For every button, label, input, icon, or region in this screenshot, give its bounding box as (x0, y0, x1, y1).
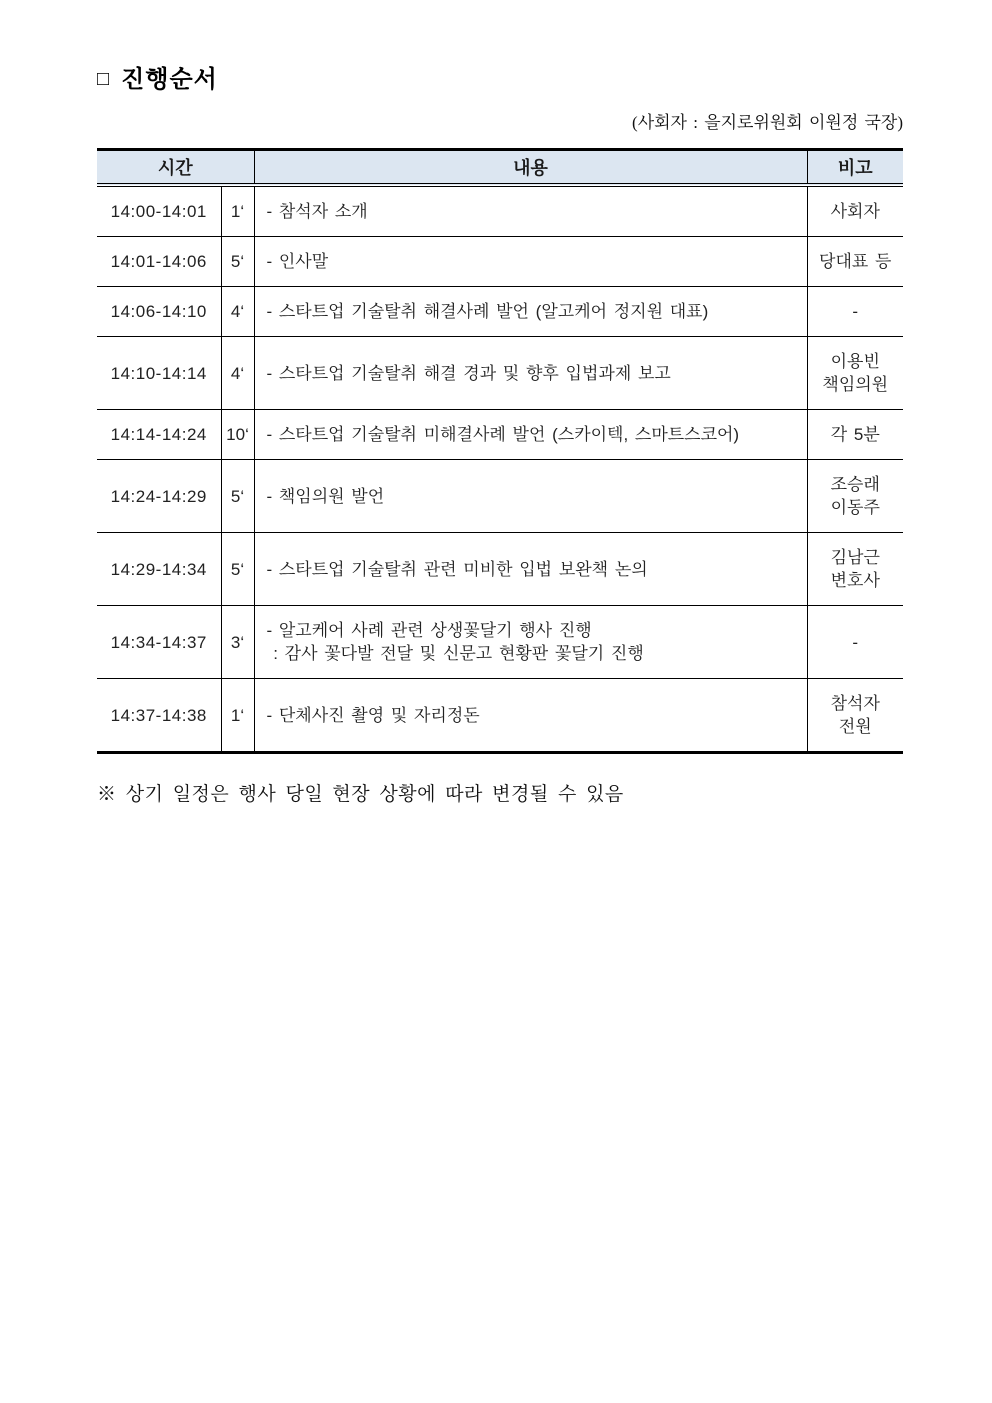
table-row (97, 533, 903, 606)
content-cell (254, 237, 807, 287)
remark-cell (807, 679, 903, 753)
schedule-table (97, 148, 903, 754)
remark-cell (807, 337, 903, 410)
content-line: - 책임의원 발언 (266, 486, 385, 506)
column-header-time: 시간 (97, 150, 254, 186)
remark-line: 사회자 (830, 202, 880, 221)
content-line: - 스타트업 기술탈취 해결사례 발언 (알고케어 정지원 대표) (266, 302, 709, 321)
page-title (97, 66, 903, 94)
content-line: - 참석자 소개 (266, 202, 368, 221)
table-row (97, 237, 903, 287)
table-row (97, 185, 903, 237)
header-row (97, 150, 903, 186)
schedule-table-header (97, 150, 903, 186)
content-cell (254, 679, 807, 753)
duration-cell: 5‘ (221, 237, 254, 287)
remark-line: 김남근 (830, 548, 880, 567)
square-bullet-icon: □ (97, 68, 110, 90)
content-cell (254, 287, 807, 337)
time-cell: 14:14-14:24 (97, 410, 221, 460)
remark-cell (807, 287, 903, 337)
table-row (97, 287, 903, 337)
content-cell (254, 460, 807, 533)
remark-line: 당대표 등 (819, 252, 892, 271)
content-line: : 감사 꽃다발 전달 및 신문고 현황판 꽃달기 진행 (266, 644, 644, 663)
remark-cell (807, 460, 903, 533)
page-title-text: 진행순서 (121, 66, 218, 93)
duration-cell: 4‘ (221, 337, 254, 410)
time-cell: 14:29-14:34 (97, 533, 221, 606)
time-cell: 14:10-14:14 (97, 337, 221, 410)
remark-cell (807, 410, 903, 460)
remark-line: 전원 (838, 717, 872, 736)
remark-line: 변호사 (830, 571, 880, 590)
remark-cell (807, 606, 903, 679)
content-cell (254, 410, 807, 460)
duration-cell: 1‘ (221, 185, 254, 237)
column-header-remark: 비고 (807, 150, 903, 186)
remark-line: 이동주 (830, 498, 880, 517)
content-cell (254, 533, 807, 606)
moderator-note: (사회자 : 을지로위원회 이원정 국장) (632, 113, 903, 132)
time-cell: 14:01-14:06 (97, 237, 221, 287)
duration-cell: 5‘ (221, 533, 254, 606)
remark-line: 조승래 (830, 475, 880, 494)
content-line: - 스타트업 기술탈취 해결 경과 및 향후 입법과제 보고 (266, 363, 671, 383)
remark-line: - (852, 632, 859, 652)
remark-cell (807, 185, 903, 237)
time-cell: 14:34-14:37 (97, 606, 221, 679)
remark-line: - (852, 302, 859, 321)
table-row (97, 460, 903, 533)
content-line: - 알고케어 사례 관련 상생꽃달기 행사 진행 (266, 621, 592, 640)
duration-cell: 5‘ (221, 460, 254, 533)
remark-line: 책임의원 (822, 375, 889, 394)
remark-line: 이용빈 (830, 352, 880, 371)
content-cell (254, 185, 807, 237)
table-row (97, 606, 903, 679)
duration-cell: 1‘ (221, 679, 254, 753)
duration-cell: 3‘ (221, 606, 254, 679)
remark-cell (807, 237, 903, 287)
remark-cell (807, 533, 903, 606)
duration-cell: 4‘ (221, 287, 254, 337)
schedule-change-footnote: ※ 상기 일정은 행사 당일 현장 상황에 따라 변경될 수 있음 (97, 784, 624, 805)
remark-line: 참석자 (830, 694, 880, 713)
content-cell (254, 337, 807, 410)
schedule-table-body (97, 185, 903, 753)
table-row (97, 679, 903, 753)
time-cell: 14:06-14:10 (97, 287, 221, 337)
duration-cell: 10‘ (221, 410, 254, 460)
content-line: - 단체사진 촬영 및 자리정돈 (266, 705, 480, 725)
content-line: - 스타트업 기술탈취 관련 미비한 입법 보완책 논의 (266, 559, 648, 579)
time-cell: 14:00-14:01 (97, 185, 221, 237)
table-row (97, 337, 903, 410)
content-line: - 인사말 (266, 252, 329, 271)
content-line: - 스타트업 기술탈취 미해결사례 발언 (스카이텍, 스마트스코어) (266, 425, 740, 444)
remark-line: 각 5분 (830, 425, 880, 444)
content-cell (254, 606, 807, 679)
time-cell: 14:37-14:38 (97, 679, 221, 753)
table-row (97, 410, 903, 460)
column-header-content: 내용 (254, 150, 807, 186)
time-cell: 14:24-14:29 (97, 460, 221, 533)
